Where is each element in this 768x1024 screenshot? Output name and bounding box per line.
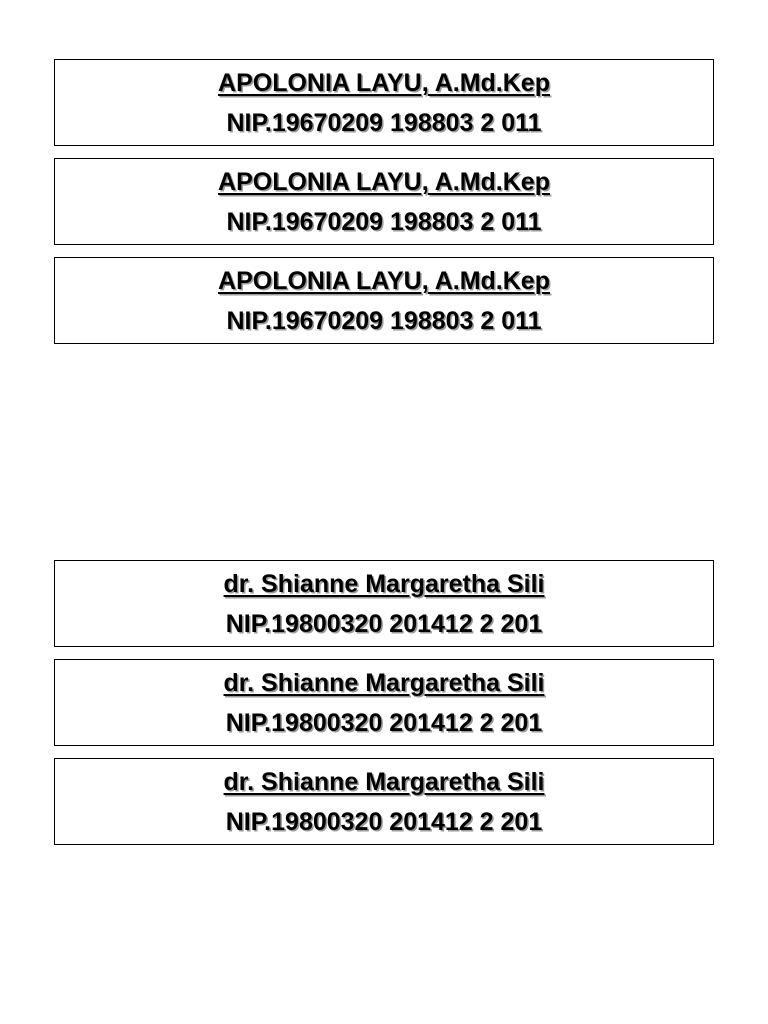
name-label-box — [54, 758, 714, 845]
label-name: APOLONIA LAYU, A.Md.Kep — [218, 266, 550, 295]
label-name: dr. Shianne Margaretha Sili — [223, 767, 545, 796]
name-label-box — [54, 560, 714, 647]
label-nip: NIP.19670209 198803 2 011 — [226, 108, 542, 137]
label-nip: NIP.19670209 198803 2 011 — [226, 306, 542, 335]
label-name: APOLONIA LAYU, A.Md.Kep — [218, 68, 550, 97]
name-label-box — [54, 158, 714, 245]
name-label-group-shianne — [54, 560, 714, 845]
name-label-group-apolonia — [54, 59, 714, 344]
label-nip: NIP.19800320 201412 2 201 — [225, 708, 543, 737]
label-name: dr. Shianne Margaretha Sili — [223, 569, 545, 598]
label-nip: NIP.19800320 201412 2 201 — [225, 807, 543, 836]
name-label-box — [54, 59, 714, 146]
label-nip: NIP.19800320 201412 2 201 — [225, 609, 543, 638]
name-label-box — [54, 659, 714, 746]
label-nip: NIP.19670209 198803 2 011 — [226, 207, 542, 236]
label-name: dr. Shianne Margaretha Sili — [223, 668, 545, 697]
name-label-box — [54, 257, 714, 344]
label-name: APOLONIA LAYU, A.Md.Kep — [218, 167, 550, 196]
